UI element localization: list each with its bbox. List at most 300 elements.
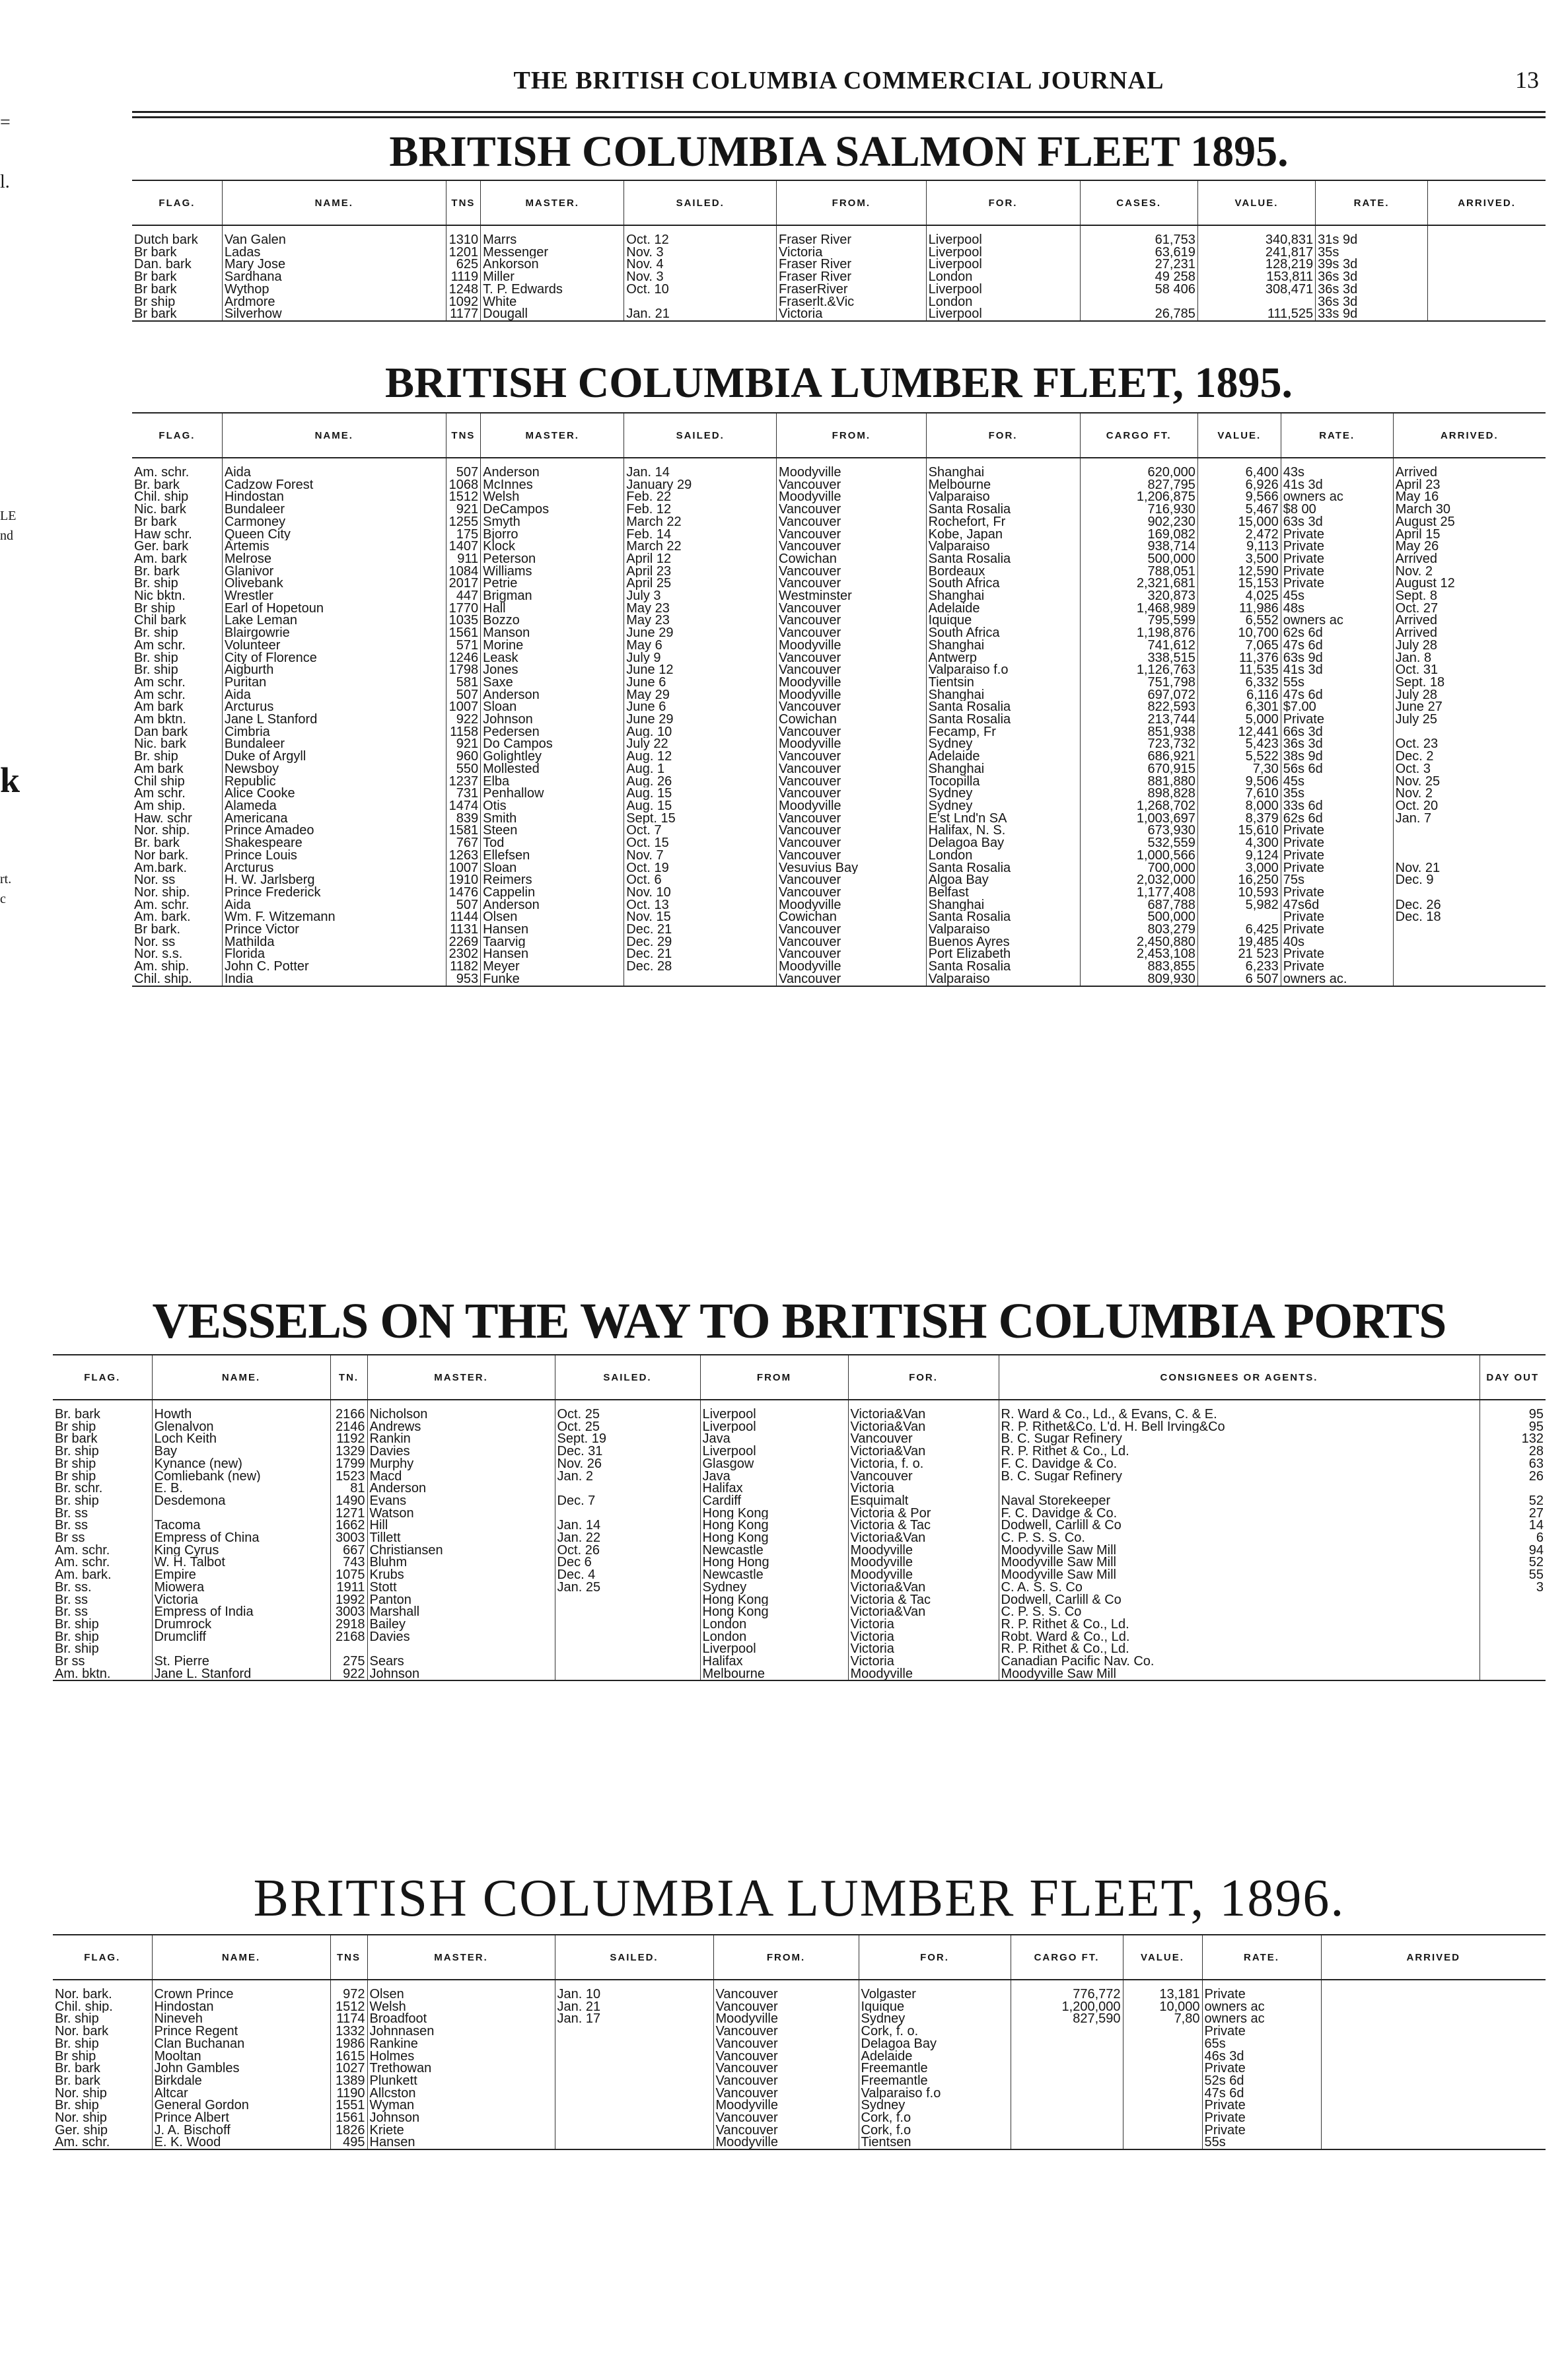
table-cell-name: Alameda xyxy=(222,800,446,812)
table-cell-arrived: Arrived xyxy=(1395,465,1437,479)
table-cell-day-out: 27 xyxy=(1528,1507,1544,1520)
table-cell-flag: Nor. ship xyxy=(53,2112,152,2124)
table-cell-tn: 743 xyxy=(330,1556,367,1569)
table-cell-rate: 63s 9d xyxy=(1281,652,1393,665)
vessels-section xyxy=(53,1288,1546,1681)
table-cell-name: King Cyrus xyxy=(152,1544,330,1557)
table-row xyxy=(132,874,1546,886)
table-cell-tns: 1826 xyxy=(330,2124,367,2137)
table-cell-from: Java xyxy=(700,1470,848,1483)
table-cell-from: London xyxy=(700,1618,848,1631)
table-cell-arrived xyxy=(1321,1980,1546,2001)
column-header-flag: FLAG. xyxy=(53,1355,152,1400)
table-cell-sailed: May 23 xyxy=(624,614,777,627)
table-cell-cargo-ft: 1,003,697 xyxy=(1080,812,1197,825)
table-cell-arrived xyxy=(1393,824,1546,837)
table-cell-sailed xyxy=(555,1631,700,1643)
table-cell-for: Victoria&Van xyxy=(848,1400,999,1421)
table-cell-name: Glenalvon xyxy=(152,1421,330,1433)
table-cell-sailed: March 22 xyxy=(624,540,777,553)
table-cell-from: Vancouver xyxy=(777,824,927,837)
table-cell-tns: 2302 xyxy=(446,948,480,960)
table-cell-master: Ellefsen xyxy=(481,849,624,862)
table-cell-flag: Nor. ship. xyxy=(132,824,222,837)
table-cell-master: Olsen xyxy=(367,1980,555,2001)
table-cell-consignees-or-agents: R. P. Rithet & Co., Ld. xyxy=(999,1643,1479,1655)
table-cell-rate: 35s xyxy=(1281,787,1393,800)
table-cell-from: Vancouver xyxy=(713,2025,859,2038)
table-cell-flag: Br. ship xyxy=(132,750,222,763)
table-cell-cargo-ft: 169,082 xyxy=(1080,528,1197,541)
table-cell-sailed: Oct. 25 xyxy=(555,1400,700,1421)
table-cell-value: 6,425 xyxy=(1197,923,1281,936)
table-cell-for: Fecamp, Fr xyxy=(926,726,1080,739)
table-cell-master: Rankin xyxy=(367,1433,555,1445)
table-cell-value: 9,113 xyxy=(1197,540,1281,553)
table-cell-tns: 2017 xyxy=(446,577,480,590)
table-row xyxy=(132,652,1546,665)
table-cell-for: Valparaiso xyxy=(926,923,1080,936)
table-cell-for: Moodyville xyxy=(848,1569,999,1581)
table-cell-master: Funke xyxy=(481,973,624,986)
table-cell-tns: 1190 xyxy=(330,2087,367,2100)
table-cell-rate: 55s xyxy=(1281,676,1393,689)
table-cell-rate: owners ac xyxy=(1281,491,1393,503)
table-row xyxy=(132,271,1546,283)
table-cell-for: Cork, f.o xyxy=(859,2124,1011,2137)
table-cell-master: Penhallow xyxy=(481,787,624,800)
table-cell-for: Melbourne xyxy=(926,479,1080,491)
table-cell-master: Ankorson xyxy=(481,258,624,271)
table-cell-flag: Haw schr. xyxy=(132,528,222,541)
table-cell-for: Santa Rosalia xyxy=(926,960,1080,973)
table-cell-for: Port Elizabeth xyxy=(926,948,1080,960)
table-cell-master: Steen xyxy=(481,824,624,837)
table-cell-sailed: Dec 6 xyxy=(555,1556,700,1569)
table-row xyxy=(53,1581,1546,1594)
table-cell-name: Prince Frederick xyxy=(222,886,446,899)
table-cell-sailed: May 23 xyxy=(624,602,777,615)
table-cell-value: 8,379 xyxy=(1197,812,1281,825)
table-cell-tn: 2918 xyxy=(330,1618,367,1631)
table-cell-sailed: Oct. 25 xyxy=(555,1421,700,1433)
table-cell-flag: Am. bark. xyxy=(132,911,222,923)
table-row xyxy=(132,528,1546,541)
table-cell-master: Johnson xyxy=(481,713,624,726)
table-cell-master: Davies xyxy=(367,1445,555,1458)
table-row xyxy=(132,948,1546,960)
table-cell-for: Freemantle xyxy=(859,2075,1011,2087)
table-cell-sailed xyxy=(555,1643,700,1655)
table-row xyxy=(53,1470,1546,1483)
table-cell-name: Kynance (new) xyxy=(152,1458,330,1470)
table-cell-cargo-ft: 620,000 xyxy=(1080,458,1197,479)
table-cell-master: Bailey xyxy=(367,1618,555,1631)
table-cell-for: Iquique xyxy=(859,2001,1011,2013)
table-cell-for: Liverpool xyxy=(926,308,1080,321)
table-cell-name: John C. Potter xyxy=(222,960,446,973)
table-cell-tns: 731 xyxy=(446,787,480,800)
table-cell-sailed: Aug. 15 xyxy=(624,787,777,800)
table-cell-for: Shanghai xyxy=(926,899,1080,912)
table-cell-tns: 1007 xyxy=(446,862,480,875)
table-cell-name: General Gordon xyxy=(152,2099,330,2112)
table-cell-tns: 1174 xyxy=(330,2013,367,2025)
table-cell-day-out: 14 xyxy=(1528,1519,1544,1532)
table-cell-for: Moodyville xyxy=(848,1544,999,1557)
table-cell-from: Moodyville xyxy=(777,960,927,973)
table-cell-flag: Br ship xyxy=(53,2050,152,2063)
table-cell-master: Plunkett xyxy=(367,2075,555,2087)
column-header-for: FOR. xyxy=(848,1355,999,1400)
table-cell-for: Tientsin xyxy=(926,676,1080,689)
table-cell-tns: 581 xyxy=(446,676,480,689)
table-cell-consignees-or-agents: C. P. S. S. Co. xyxy=(999,1532,1479,1544)
table-cell-for: Antwerp xyxy=(926,652,1080,665)
table-cell-for: London xyxy=(926,849,1080,862)
table-cell-for: Sydney xyxy=(926,787,1080,800)
table-row xyxy=(132,787,1546,800)
table-cell-flag: Br. bark xyxy=(53,2075,152,2087)
table-row xyxy=(53,2013,1546,2025)
table-cell-tns: 1201 xyxy=(446,246,480,259)
column-header-master: MASTER. xyxy=(481,413,624,458)
column-header-master: MASTER. xyxy=(367,1935,555,1980)
table-cell-day-out: 6 xyxy=(1536,1532,1544,1544)
table-cell-master: Olsen xyxy=(481,911,624,923)
table-cell-rate: 31s 9d xyxy=(1316,225,1428,246)
table-cell-for: Santa Rosalia xyxy=(926,713,1080,726)
table-cell-tns: 1007 xyxy=(446,701,480,713)
table-cell-consignees-or-agents: C. P. S. S. Co xyxy=(999,1606,1479,1618)
table-cell-tns: 507 xyxy=(446,899,480,912)
table-cell-cargo-ft: 1,268,702 xyxy=(1080,800,1197,812)
table-cell-flag: Chil. ship xyxy=(132,491,222,503)
table-cell-consignees-or-agents: R. P. Rithet & Co., Ld. xyxy=(999,1618,1479,1631)
table-cell-cargo-ft xyxy=(1011,2136,1123,2149)
table-cell-master: Do Campos xyxy=(481,738,624,750)
column-header-flag: FLAG. xyxy=(132,180,222,225)
table-cell-tns: 2269 xyxy=(446,936,480,949)
table-cell-arrived: June 27 xyxy=(1395,701,1443,714)
table-cell-rate: 62s 6d xyxy=(1281,627,1393,639)
table-cell-rate: Private xyxy=(1202,2062,1321,2075)
table-row xyxy=(132,602,1546,615)
table-row xyxy=(53,2025,1546,2038)
table-cell-arrived: May 16 xyxy=(1395,491,1439,504)
table-cell-name: Florida xyxy=(222,948,446,960)
table-cell-consignees-or-agents: Robt. Ward & Co., Ld. xyxy=(999,1631,1479,1643)
table-cell-from: Moodyville xyxy=(777,738,927,750)
table-cell-for: London xyxy=(926,271,1080,283)
journal-title: THE BRITISH COLUMBIA COMMERCIAL JOURNAL xyxy=(513,67,1164,94)
table-cell-master: Meyer xyxy=(481,960,624,973)
table-cell-rate: 36s 3d xyxy=(1281,738,1393,750)
table-cell-sailed: Dec. 29 xyxy=(624,936,777,949)
table-cell-flag: Br ship xyxy=(132,296,222,308)
table-cell-day-out xyxy=(1479,1643,1546,1655)
table-cell-rate: 36s 3d xyxy=(1316,271,1428,283)
table-cell-tns: 1248 xyxy=(446,283,480,296)
table-cell-tns: 1035 xyxy=(446,614,480,627)
table-cell-sailed: Nov. 10 xyxy=(624,886,777,899)
table-row xyxy=(132,491,1546,503)
table-cell-name: Van Galen xyxy=(222,225,446,246)
table-cell-tns: 495 xyxy=(330,2136,367,2149)
table-cell-master: Anderson xyxy=(481,458,624,479)
table-cell-sailed xyxy=(555,1606,700,1618)
table-cell-flag: Br ss xyxy=(53,1532,152,1544)
lumber-fleet-1896-title: BRITISH COLUMBIA LUMBER FLEET, 1896. xyxy=(253,1869,1345,1928)
table-row xyxy=(132,973,1546,986)
table-cell-from: Moodyville xyxy=(777,800,927,812)
table-cell-rate: owners ac xyxy=(1202,2013,1321,2025)
table-cell-tn: 922 xyxy=(330,1668,367,1681)
table-cell-rate: 41s 3d xyxy=(1281,479,1393,491)
table-cell-flag: Br. ship xyxy=(132,627,222,639)
table-cell-tns: 1581 xyxy=(446,824,480,837)
table-cell-sailed xyxy=(555,2038,713,2050)
table-cell-for: Victoria&Van xyxy=(848,1421,999,1433)
column-header-flag: FLAG. xyxy=(132,413,222,458)
table-cell-tns: 571 xyxy=(446,639,480,652)
table-cell-name: Altcar xyxy=(152,2087,330,2100)
table-cell-for: Victoria xyxy=(848,1643,999,1655)
table-cell-name: Glanivor xyxy=(222,565,446,578)
table-cell-for: Delagoa Bay xyxy=(926,837,1080,849)
table-cell-name: Crown Prince xyxy=(152,1980,330,2001)
table-cell-name: Bundaleer xyxy=(222,738,446,750)
table-cell-cargo-ft: 795,599 xyxy=(1080,614,1197,627)
table-cell-for: South Africa xyxy=(926,627,1080,639)
table-cell-cargo-ft: 716,930 xyxy=(1080,503,1197,516)
table-cell-name: Prince Louis xyxy=(222,849,446,862)
table-cell-name: Jane L Stanford xyxy=(222,713,446,726)
column-header-value: VALUE. xyxy=(1123,1935,1202,1980)
table-cell-day-out xyxy=(1479,1606,1546,1618)
table-cell-from: Halifax xyxy=(700,1655,848,1668)
table-cell-tns: 1177 xyxy=(446,308,480,321)
table-cell-sailed: January 29 xyxy=(624,479,777,491)
table-cell-from: Vancouver xyxy=(777,812,927,825)
table-cell-value: 6,233 xyxy=(1197,960,1281,973)
table-row xyxy=(53,1519,1546,1532)
table-cell-master: Johnnasen xyxy=(367,2025,555,2038)
table-cell-cargo-ft: 788,051 xyxy=(1080,565,1197,578)
table-cell-arrived: July 28 xyxy=(1395,639,1438,652)
table-row xyxy=(132,911,1546,923)
table-cell-value xyxy=(1123,2025,1202,2038)
table-cell-from: Liverpool xyxy=(700,1445,848,1458)
table-cell-flag: Br bark xyxy=(132,283,222,296)
table-cell-from: Newcastle xyxy=(700,1569,848,1581)
table-cell-master: Miller xyxy=(481,271,624,283)
table-cell-flag: Br. ship xyxy=(53,2099,152,2112)
table-cell-rate: 46s 3d xyxy=(1202,2050,1321,2063)
table-cell-arrived: Oct. 3 xyxy=(1395,762,1431,775)
table-cell-tns: 1246 xyxy=(446,652,480,665)
table-cell-sailed: Nov. 3 xyxy=(624,246,777,259)
table-cell-value: 6,926 xyxy=(1197,479,1281,491)
table-cell-arrived: Arrived xyxy=(1395,552,1437,565)
table-cell-day-out: 55 xyxy=(1528,1569,1544,1581)
table-cell-rate: 35s xyxy=(1316,246,1428,259)
table-cell-rate: 47s 6d xyxy=(1281,639,1393,652)
table-cell-value: 153,811 xyxy=(1197,271,1315,283)
table-cell-cases: 61,753 xyxy=(1080,225,1197,246)
table-cell-master: Andrews xyxy=(367,1421,555,1433)
table-cell-value: 7,30 xyxy=(1197,763,1281,775)
table-cell-tns: 1332 xyxy=(330,2025,367,2038)
table-cell-sailed: July 9 xyxy=(624,652,777,665)
table-cell-name: Republic xyxy=(222,775,446,788)
table-row xyxy=(132,812,1546,825)
table-cell-rate: 40s xyxy=(1281,936,1393,949)
table-row xyxy=(53,2112,1546,2124)
table-cell-for: Victoria&Van xyxy=(848,1581,999,1594)
table-cell-for: Sydney xyxy=(859,2099,1011,2112)
table-cell-cargo-ft: 723,732 xyxy=(1080,738,1197,750)
table-cell-value: 128,219 xyxy=(1197,258,1315,271)
table-cell-rate: 41s 3d xyxy=(1281,664,1393,676)
table-cell-master: Marrs xyxy=(481,225,624,246)
table-cell-master: Panton xyxy=(367,1594,555,1606)
table-row xyxy=(53,2038,1546,2050)
table-cell-cargo-ft: 822,593 xyxy=(1080,701,1197,713)
table-row xyxy=(53,2124,1546,2137)
table-cell-arrived xyxy=(1393,960,1546,973)
table-row xyxy=(53,1532,1546,1544)
table-cell-master: Hill xyxy=(367,1519,555,1532)
table-cell-master: Trethowan xyxy=(367,2062,555,2075)
table-cell-value xyxy=(1123,2124,1202,2137)
table-cell-consignees-or-agents: Moodyville Saw Mill xyxy=(999,1544,1479,1557)
table-cell-arrived: Sept. 18 xyxy=(1395,676,1445,689)
table-cell-flag: Am schr. xyxy=(132,689,222,702)
table-cell-value: 2,472 xyxy=(1197,528,1281,541)
table-cell-from: Vancouver xyxy=(713,2124,859,2137)
table-row xyxy=(53,1606,1546,1618)
table-cell-sailed: Nov. 7 xyxy=(624,849,777,862)
table-cell-flag: Ger. bark xyxy=(132,540,222,553)
table-cell-tns: 1512 xyxy=(446,491,480,503)
table-cell-consignees-or-agents: F. C. Davidge & Co. xyxy=(999,1458,1479,1470)
table-cell-from: Halifax xyxy=(700,1482,848,1495)
table-cell-arrived: Oct. 23 xyxy=(1395,738,1439,751)
table-cell-cases: 27,231 xyxy=(1080,258,1197,271)
table-cell-for: Algoa Bay xyxy=(926,874,1080,886)
table-cell-value: 4,300 xyxy=(1197,837,1281,849)
table-cell-from: Vesuvius Bay xyxy=(777,862,927,875)
table-cell-sailed: Oct. 12 xyxy=(624,225,777,246)
table-cell-name: Howth xyxy=(152,1400,330,1421)
table-cell-arrived xyxy=(1428,271,1546,283)
table-cell-name: Prince Albert xyxy=(152,2112,330,2124)
table-cell-value: 5,982 xyxy=(1197,899,1281,912)
table-cell-flag: Br. ss xyxy=(53,1507,152,1520)
table-cell-rate: Private xyxy=(1281,862,1393,875)
table-cell-master: White xyxy=(481,296,624,308)
table-cell-rate: 36s 3d xyxy=(1316,296,1428,308)
table-cell-tns: 1068 xyxy=(446,479,480,491)
table-cell-day-out: 95 xyxy=(1528,1420,1544,1433)
table-cell-name: Mary Jose xyxy=(222,258,446,271)
table-cell-value: 15,000 xyxy=(1197,516,1281,528)
table-cell-arrived: April 23 xyxy=(1395,478,1441,491)
table-cell-value: 9,566 xyxy=(1197,491,1281,503)
table-cell-cargo-ft: 827,590 xyxy=(1011,2013,1123,2025)
table-cell-sailed: Feb. 22 xyxy=(624,491,777,503)
table-cell-from: Victoria xyxy=(777,308,927,321)
table-cell-name: Queen City xyxy=(222,528,446,541)
table-cell-for: Valparaiso f.o xyxy=(926,664,1080,676)
table-cell-name: Ladas xyxy=(222,246,446,259)
table-row xyxy=(53,1643,1546,1655)
table-cell-sailed: Nov. 15 xyxy=(624,911,777,923)
table-cell-for: Victoria & Por xyxy=(848,1507,999,1520)
table-cell-rate: Private xyxy=(1202,2025,1321,2038)
table-cell-day-out xyxy=(1479,1655,1546,1668)
table-row xyxy=(53,1400,1546,1421)
table-cell-cases: 49 258 xyxy=(1080,271,1197,283)
table-cell-consignees-or-agents: B. C. Sugar Refinery xyxy=(999,1470,1479,1483)
table-cell-name: Mooltan xyxy=(152,2050,330,2063)
table-cell-cargo-ft: 500,000 xyxy=(1080,911,1197,923)
table-cell-for: Belfast xyxy=(926,886,1080,899)
table-cell-value: 308,471 xyxy=(1197,283,1315,296)
table-cell-from: Vancouver xyxy=(713,2050,859,2063)
table-cell-sailed: Jan. 21 xyxy=(624,308,777,321)
table-cell-arrived: Oct. 31 xyxy=(1395,664,1439,676)
table-cell-value: 9,124 xyxy=(1197,849,1281,862)
table-cell-flag: Br bark. xyxy=(132,923,222,936)
table-cell-flag: Br. bark xyxy=(132,479,222,491)
table-cell-tns: 1182 xyxy=(446,960,480,973)
table-cell-cases xyxy=(1080,296,1197,308)
table-cell-name: Prince Regent xyxy=(152,2025,330,2038)
table-cell-master: Bjorro xyxy=(481,528,624,541)
table-cell-day-out: 28 xyxy=(1528,1445,1544,1458)
salmon-fleet-section xyxy=(132,120,1546,322)
table-cell-flag: Br. ss xyxy=(53,1519,152,1532)
table-cell-tns: 507 xyxy=(446,458,480,479)
table-cell-from: Westminster xyxy=(777,590,927,602)
table-row xyxy=(132,849,1546,862)
table-cell-sailed: July 3 xyxy=(624,590,777,602)
table-cell-value: 5,467 xyxy=(1197,503,1281,516)
table-cell-for: Liverpool xyxy=(926,225,1080,246)
table-cell-name: Artemis xyxy=(222,540,446,553)
table-cell-tns: 1476 xyxy=(446,886,480,899)
table-cell-master: Murphy xyxy=(367,1458,555,1470)
table-cell-tns: 1027 xyxy=(330,2062,367,2075)
table-cell-flag: Br. ship xyxy=(53,1495,152,1507)
table-cell-name: Miowera xyxy=(152,1581,330,1594)
table-cell-sailed xyxy=(624,296,777,308)
table-cell-day-out: 3 xyxy=(1536,1581,1544,1594)
table-cell-name: Arcturus xyxy=(222,701,446,713)
table-cell-from: Vancouver xyxy=(777,763,927,775)
table-cell-flag: Br. bark xyxy=(53,2062,152,2075)
table-cell-master: Brigman xyxy=(481,590,624,602)
table-cell-name: Wythop xyxy=(222,283,446,296)
table-cell-consignees-or-agents: Canadian Pacific Nav. Co. xyxy=(999,1655,1479,1668)
column-header-rate: RATE. xyxy=(1202,1935,1321,1980)
table-cell-cargo-ft: 338,515 xyxy=(1080,652,1197,665)
table-row xyxy=(132,689,1546,702)
table-cell-from: Moodyville xyxy=(777,676,927,689)
table-cell-sailed xyxy=(555,1594,700,1606)
